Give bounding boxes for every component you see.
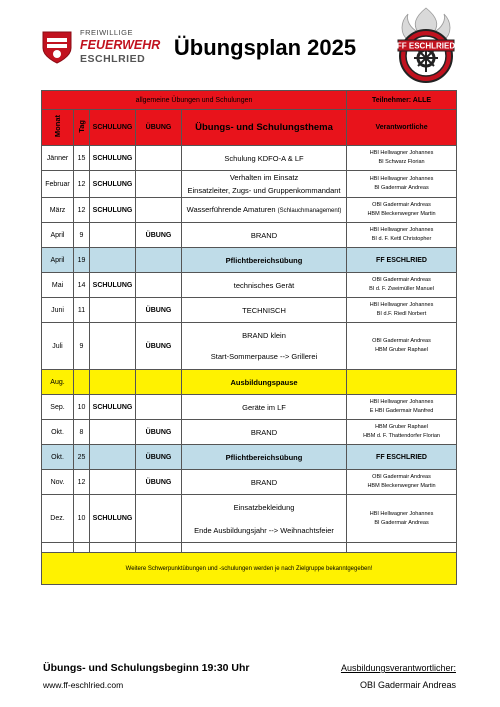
table-row xyxy=(42,146,457,171)
table-row xyxy=(42,223,457,248)
page-title: Übungsplan 2025 xyxy=(173,35,357,60)
uebung-cell xyxy=(136,198,182,223)
topic-cell xyxy=(182,395,347,420)
topic-text: Pflichtbereichsübung xyxy=(225,452,303,462)
uebung-cell xyxy=(136,495,182,543)
table-row xyxy=(42,323,457,370)
responsible-cell xyxy=(347,298,457,323)
responsible-cell xyxy=(347,171,457,198)
topic-line xyxy=(182,476,346,489)
topic-cell xyxy=(182,370,347,395)
topic-cell xyxy=(182,445,347,470)
month-cell: April xyxy=(42,223,74,248)
start-time: Übungs- und Schulungsbeginn 19:30 Uhr xyxy=(43,662,250,674)
responsible-person: HBM d. F. Thattendorfer Florian xyxy=(363,433,440,439)
responsible-label: Ausbildungsverantwortlicher: xyxy=(340,663,456,673)
responsible-person: BI Gadermair Andreas xyxy=(374,519,429,526)
topic-text: Ausbildungspause xyxy=(230,377,298,387)
day-cell: 14 xyxy=(74,273,90,298)
responsible-cell xyxy=(347,470,457,495)
uebung-cell xyxy=(136,171,182,198)
topic-line xyxy=(182,376,346,389)
schulung-cell: SCHULUNG xyxy=(90,495,136,543)
day-cell: 19 xyxy=(74,248,90,273)
schulung-cell xyxy=(90,323,136,370)
schulung-cell: SCHULUNG xyxy=(90,395,136,420)
month-cell: Nov. xyxy=(42,470,74,495)
topic-cell xyxy=(182,323,347,370)
column-header-responsible: Verantwortliche xyxy=(347,110,457,146)
topic-cell xyxy=(182,298,347,323)
column-header-schulung: SCHULUNG xyxy=(90,110,136,146)
table-row xyxy=(42,420,457,445)
table-row xyxy=(42,248,457,273)
ff-eschlried-emblem xyxy=(390,6,462,86)
schulung-cell: SCHULUNG xyxy=(90,273,136,298)
uebung-cell: ÜBUNG xyxy=(136,298,182,323)
day-cell: 12 xyxy=(74,198,90,223)
responsible-person: OBI Gadermair Andreas xyxy=(372,277,431,283)
responsible-person: OBI Gadermair Andreas xyxy=(372,474,431,480)
topic-text: Ende Ausbildungsjahr --> Weihnachtsfeier xyxy=(194,525,334,535)
table-row xyxy=(42,470,457,495)
logo-line1: FREIWILLIGE xyxy=(80,28,134,37)
month-cell: Aug. xyxy=(42,370,74,395)
table-row xyxy=(42,370,457,395)
column-header-uebung: ÜBUNG xyxy=(136,110,182,146)
column-header-month: Monat xyxy=(42,110,74,146)
responsible-person: HBM Bleckenwegner Martin xyxy=(367,483,436,489)
topic-cell xyxy=(182,248,347,273)
participants-header: Teilnehmer: ALLE xyxy=(347,91,457,110)
responsible-person: BI Schwarz Florian xyxy=(378,159,425,165)
schulung-cell: SCHULUNG xyxy=(90,146,136,171)
day-cell: 25 xyxy=(74,445,90,470)
responsible-cell xyxy=(347,223,457,248)
uebung-cell xyxy=(136,370,182,395)
responsible-cell xyxy=(347,323,457,370)
column-header-row xyxy=(42,110,457,146)
responsible-person: OBI Gadermair Andreas xyxy=(372,338,431,344)
responsible-person: BI Gadermair Andreas xyxy=(374,185,429,191)
responsible-person: HBI Hellwagner Johannes xyxy=(369,399,434,405)
schulung-cell xyxy=(90,370,136,395)
logo-line3: ESCHLRIED xyxy=(80,53,146,65)
fire-brigade-shield-icon xyxy=(40,30,74,64)
responsible-person: HBI Hellwagner Johannes xyxy=(369,176,434,182)
topic-text: Einsatzleiter, Zugs- und Gruppenkommandant xyxy=(187,186,341,195)
topic-line xyxy=(182,451,346,464)
responsible-person: HBI Hellwagner Johannes xyxy=(369,302,434,308)
uebung-cell: ÜBUNG xyxy=(136,470,182,495)
responsible-person: BI d. F. Zweimüller Manuel xyxy=(369,286,434,292)
month-cell: Juli xyxy=(42,323,74,370)
responsible-cell xyxy=(347,445,457,470)
day-cell: 9 xyxy=(74,223,90,248)
month-cell: Dez. xyxy=(42,495,74,543)
responsible-person: BI d.F. Riedl Norbert xyxy=(376,311,427,317)
training-plan-table xyxy=(41,90,457,585)
uebung-cell: ÜBUNG xyxy=(136,445,182,470)
schulung-cell xyxy=(90,420,136,445)
topic-line xyxy=(182,501,346,514)
topic-line xyxy=(182,254,346,267)
schulung-cell xyxy=(90,470,136,495)
responsible-person: E HBI Gadermair Manfred xyxy=(369,408,434,414)
responsible-cell xyxy=(347,495,457,543)
topic-cell xyxy=(182,495,347,543)
table-row xyxy=(42,198,457,223)
topic-text: Verhalten im Einsatz xyxy=(229,173,299,182)
month-cell: Sep. xyxy=(42,395,74,420)
day-cell: 11 xyxy=(74,298,90,323)
month-cell: Okt. xyxy=(42,420,74,445)
month-cell: April xyxy=(42,248,74,273)
topic-cell xyxy=(182,146,347,171)
topic-line xyxy=(182,184,346,197)
topic-cell xyxy=(182,273,347,298)
month-cell: Okt. xyxy=(42,445,74,470)
schulung-cell xyxy=(90,298,136,323)
table-row xyxy=(42,495,457,543)
responsible-person: HBM Gruber Raphael xyxy=(375,347,428,353)
topic-text: Pflichtbereichsübung xyxy=(225,255,303,265)
responsible-person: HBI Hellwagner Johannes xyxy=(369,227,434,233)
topic-line xyxy=(182,524,346,537)
topic-text: TECHNISCH xyxy=(242,305,286,315)
schulung-cell: SCHULUNG xyxy=(90,198,136,223)
responsible-person: FF ESCHLRIED xyxy=(376,256,427,264)
responsible-cell xyxy=(347,370,457,395)
website-link[interactable]: www.ff-eschlried.com xyxy=(43,680,124,690)
schulung-cell xyxy=(90,445,136,470)
topic-line xyxy=(182,203,346,218)
table-row xyxy=(42,445,457,470)
uebung-cell: ÜBUNG xyxy=(136,323,182,370)
day-cell: 8 xyxy=(74,420,90,445)
responsible-cell xyxy=(347,198,457,223)
day-cell: 10 xyxy=(74,395,90,420)
topic-cell xyxy=(182,223,347,248)
topic-text: BRAND xyxy=(250,427,278,437)
note-row xyxy=(42,553,457,585)
responsible-name: OBI Gadermair Andreas xyxy=(359,680,456,690)
topic-text: Schulung KDFO-A & LF xyxy=(224,153,304,163)
topic-line xyxy=(182,152,346,165)
topic-text: Start-Sommerpause --> Grillerei xyxy=(210,352,318,361)
table-row xyxy=(42,171,457,198)
topic-cell xyxy=(182,420,347,445)
responsible-person: OBI Gadermair Andreas xyxy=(372,202,431,208)
topic-text: technisches Gerät xyxy=(233,280,295,290)
topic-text: Geräte im LF xyxy=(242,402,286,412)
uebung-cell xyxy=(136,146,182,171)
day-cell: 10 xyxy=(74,495,90,543)
table-row xyxy=(42,395,457,420)
table-row xyxy=(42,298,457,323)
column-header-day: Tag xyxy=(74,110,90,146)
topic-line xyxy=(182,426,346,439)
topic-text: Wasserführende Amaturen xyxy=(186,204,276,214)
emblem-text: FF ESCHLRIED xyxy=(396,41,456,51)
responsible-person: HBI Hellwagner Johannes xyxy=(369,150,434,156)
topic-text: Einsatzbekleidung xyxy=(233,502,295,512)
column-header-topic: Übungs- und Schulungsthema xyxy=(182,110,347,146)
responsible-cell xyxy=(347,248,457,273)
month-cell: Jänner xyxy=(42,146,74,171)
responsible-person: HBM Bleckenwegner Martin xyxy=(367,211,436,217)
responsible-person: BI d. F. Kettl Christopher xyxy=(371,236,432,242)
topic-note: (Schlauchmanagement) xyxy=(277,207,342,214)
topic-cell xyxy=(182,470,347,495)
spacer-row xyxy=(42,543,457,553)
table-row xyxy=(42,273,457,298)
topic-text: BRAND klein xyxy=(242,331,286,340)
uebung-cell: ÜBUNG xyxy=(136,223,182,248)
topic-text: BRAND xyxy=(250,477,278,487)
uebung-cell xyxy=(136,248,182,273)
page-header xyxy=(0,0,500,85)
day-cell: 12 xyxy=(74,470,90,495)
day-cell xyxy=(74,370,90,395)
month-cell: Juni xyxy=(42,298,74,323)
responsible-cell xyxy=(347,146,457,171)
responsible-cell xyxy=(347,420,457,445)
uebung-cell xyxy=(136,395,182,420)
responsible-person: HBI Hellwagner Johannes xyxy=(369,510,434,517)
day-cell: 15 xyxy=(74,146,90,171)
ff-logo xyxy=(40,26,165,70)
responsible-person: HBM Gruber Raphael xyxy=(375,424,428,430)
footer-note: Weitere Schwerpunktübungen und -schulungen werden je nach Zielgruppe bekanntgegeben! xyxy=(42,553,457,585)
schulung-cell xyxy=(90,248,136,273)
uebung-cell: ÜBUNG xyxy=(136,420,182,445)
topic-line xyxy=(182,401,346,414)
topic-cell xyxy=(182,198,347,223)
schulung-cell: SCHULUNG xyxy=(90,171,136,198)
responsible-cell xyxy=(347,395,457,420)
responsible-cell xyxy=(347,273,457,298)
month-cell: Mai xyxy=(42,273,74,298)
schulung-cell xyxy=(90,223,136,248)
topic-text: BRAND xyxy=(250,230,278,240)
month-cell: März xyxy=(42,198,74,223)
month-cell: Februar xyxy=(42,171,74,198)
topic-line xyxy=(182,229,346,242)
day-cell: 9 xyxy=(74,323,90,370)
topic-cell xyxy=(182,171,347,198)
day-cell: 12 xyxy=(74,171,90,198)
topic-line xyxy=(182,171,346,184)
logo-line2: FEUERWEHR xyxy=(80,38,161,52)
responsible-person: FF ESCHLRIED xyxy=(376,453,427,461)
uebung-cell xyxy=(136,273,182,298)
table-top-row xyxy=(42,91,457,110)
topic-line xyxy=(182,350,346,363)
topic-line xyxy=(182,279,346,292)
topic-line xyxy=(182,329,346,342)
general-header: allgemeine Übungen und Schulungen xyxy=(42,91,347,110)
topic-line xyxy=(182,304,346,317)
